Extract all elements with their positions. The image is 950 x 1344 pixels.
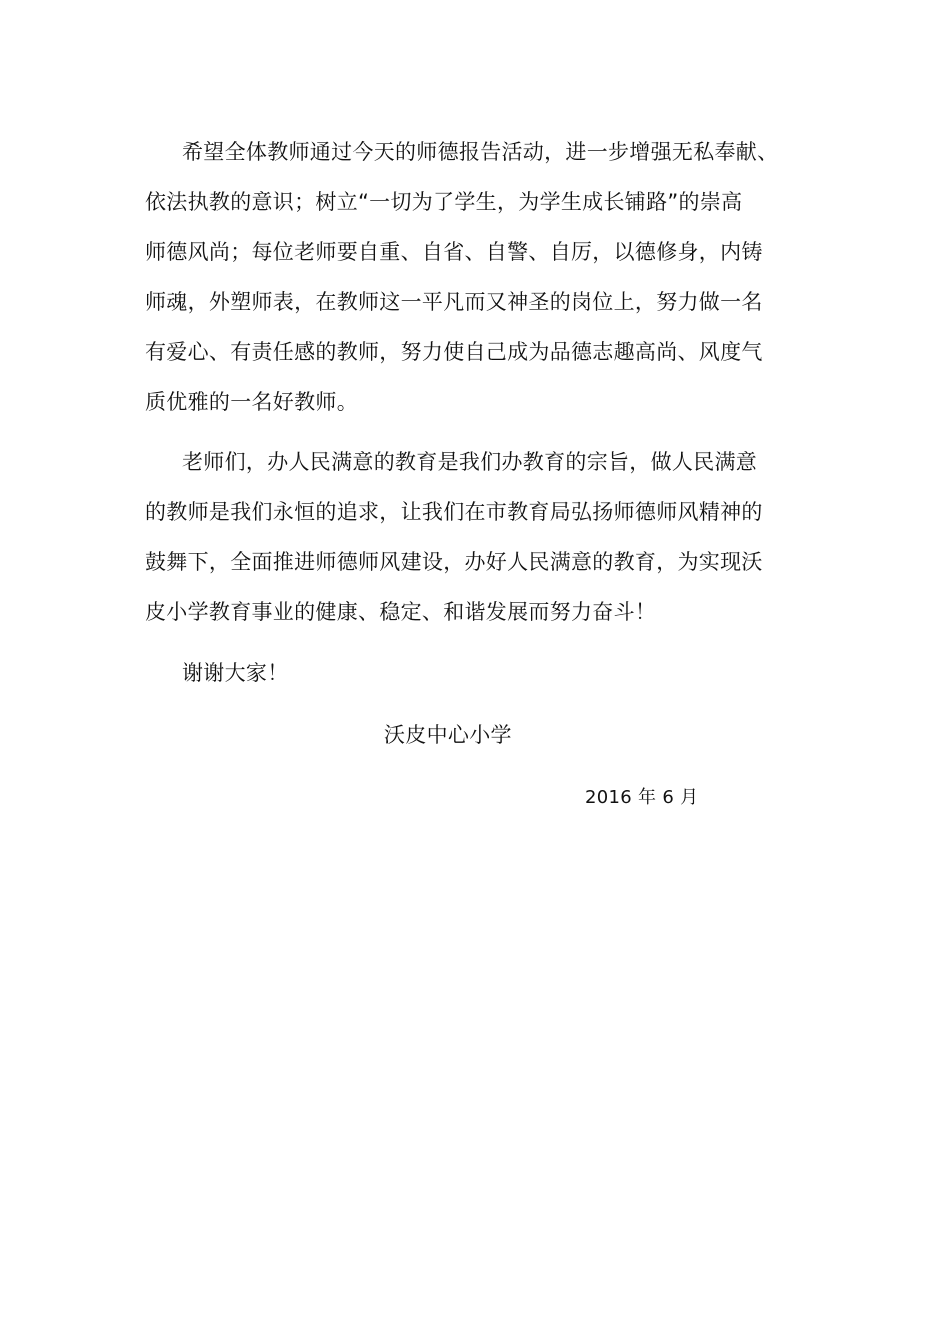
paragraph-2-line-2: 的教师是我们永恒的追求，让我们在市教育局弘扬师德师风精神的 [145, 500, 763, 524]
signature-date: 2016 年 6 月 [585, 787, 699, 808]
signature-organization: 沃皮中心小学 [384, 723, 512, 747]
paragraph-1-line-5: 有爱心、有责任感的教师，努力使自己成为品德志趣高尚、风度气 [145, 340, 763, 364]
paragraph-1-line-3: 师德风尚；每位老师要自重、自省、自警、自厉，以德修身，内铸 [145, 240, 763, 264]
paragraph-2-line-1: 老师们，办人民满意的教育是我们办教育的宗旨，做人民满意 [182, 450, 758, 474]
paragraph-1-line-4: 师魂，外塑师表，在教师这一平凡而又神圣的岗位上，努力做一名 [145, 290, 763, 314]
paragraph-2-line-4: 皮小学教育事业的健康、稳定、和谐发展而努力奋斗！ [145, 600, 657, 624]
paragraph-1-line-2: 依法执教的意识；树立“一切为了学生，为学生成长铺路”的崇高 [145, 190, 743, 214]
paragraph-2-line-3: 鼓舞下，全面推进师德师风建设，办好人民满意的教育，为实现沃 [145, 550, 763, 574]
paragraph-1-line-1: 希望全体教师通过今天的师德报告活动，进一步增强无私奉献、 [182, 140, 779, 164]
paragraph-1-line-6: 质优雅的一名好教师。 [145, 390, 358, 414]
closing-text: 谢谢大家！ [182, 661, 289, 685]
